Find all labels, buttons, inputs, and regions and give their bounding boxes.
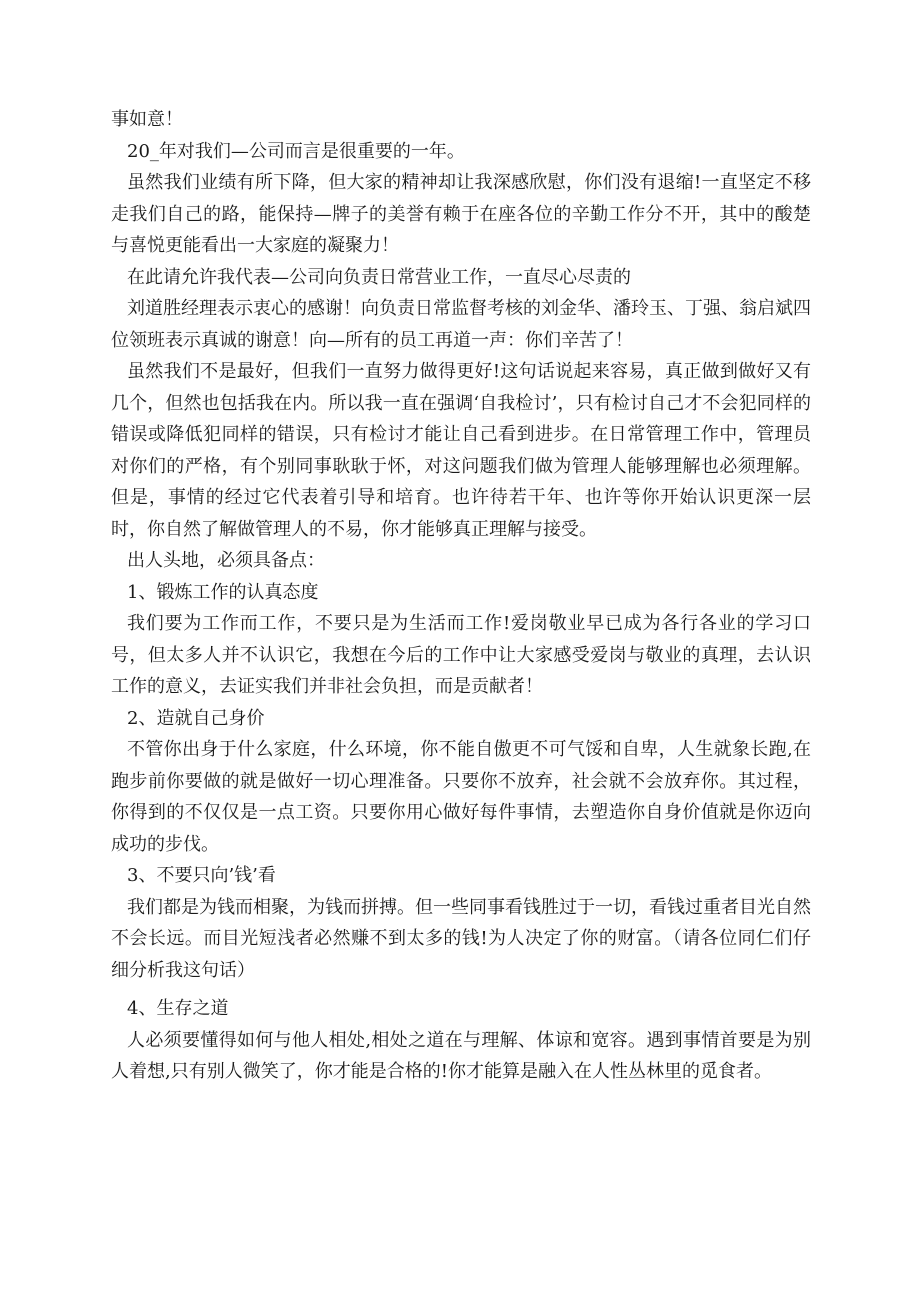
heading-point-3: 3、不要只向’钱’看 bbox=[127, 865, 276, 886]
paragraph-closing-wish: 事如意！ bbox=[111, 109, 183, 130]
paragraph-team-spirit: 虽然我们业绩有所下降，但大家的精神却让我深感欣慰，你们没有退缩!一直坚定不移走我们自己的路，能保持—牌子的美誉有赖于在座各位的辛勤工作分不开，其中的酸楚与喜悦更能看出一大家庭的凝聚力！ bbox=[111, 172, 811, 256]
paragraph-self-review: 虽然我们不是最好，但我们一直努力做得更好!这句话说起来容易，真正做到做好又有几个，但然也包括我在内。所以我一直在强调‘自我检讨’，只有检讨自己才不会犯同样的错误或降低犯同样的错误，只有检讨才能让自己看到进步。在日常管理工作中，管理员对你们的严格，有个别同事耿耿于怀，对这问题我们做为管理人能够理解也必须理解。但是，事情的经过它代表着引导和培育。也许待若干年、也许等你开始认识更深一层时，你自然了解做管理人的不易，你才能够真正理解与接受。 bbox=[111, 361, 811, 540]
paragraph-year-importance: 20_年对我们—公司而言是很重要的一年。 bbox=[127, 140, 465, 162]
paragraph-success-points: 出人头地，必须具备点： bbox=[127, 550, 325, 571]
paragraph-point-3: 我们都是为钱而相聚，为钱而拼搏。但一些同事看钱胜过于一切，看钱过重者目光自然不会长远。而目光短浅者必然赚不到太多的钱!为人决定了你的财富。（请各位同仁们仔细分析我这句话） bbox=[111, 896, 811, 981]
heading-point-1: 1、锻炼工作的认真态度 bbox=[127, 581, 319, 603]
paragraph-point-4: 人必须要懂得如何与他人相处,相处之道在与理解、体谅和宽容。遇到事情首要是为别人着想,只有别人微笑了，你才能是合格的!你才能算是融入在人性丛林里的觅食者。 bbox=[111, 1029, 811, 1082]
paragraph-point-1: 我们要为工作而工作，不要只是为生活而工作!爱岗敬业早已成为各行各业的学习口号，但太多人并不认识它，我想在今后的工作中让大家感受爱岗与敬业的真理，去认识工作的意义，去证实我们并非社会负担，而是贡献者！ bbox=[111, 613, 811, 697]
document-body bbox=[111, 104, 811, 1088]
heading-point-4: 4、生存之道 bbox=[127, 998, 229, 1019]
heading-point-2: 2、造就自己身价 bbox=[127, 707, 265, 729]
paragraph-point-2: 不管你出身于什么家庭，什么环境，你不能自傲更不可气馁和自卑，人生就象长跑,在跑步前你要做的就是做好一切心理准备。只要你不放弃，社会就不会放弃你。其过程，你得到的不仅仅是一点工资。只要你用心做好每件事情，去塑造你自身价值就是你迈向成功的步伐。 bbox=[111, 739, 811, 855]
paragraph-thanks-managers: 刘道胜经理表示衷心的感谢！向负责日常监督考核的刘金华、潘玲玉、丁强、翁启斌四位领班表示真诚的谢意！向—所有的员工再道一声：你们辛苦了！ bbox=[111, 298, 811, 351]
paragraph-thanks-intro: 在此请允许我代表—公司向负责日常营业工作，一直尽心尽责的 bbox=[127, 266, 631, 288]
